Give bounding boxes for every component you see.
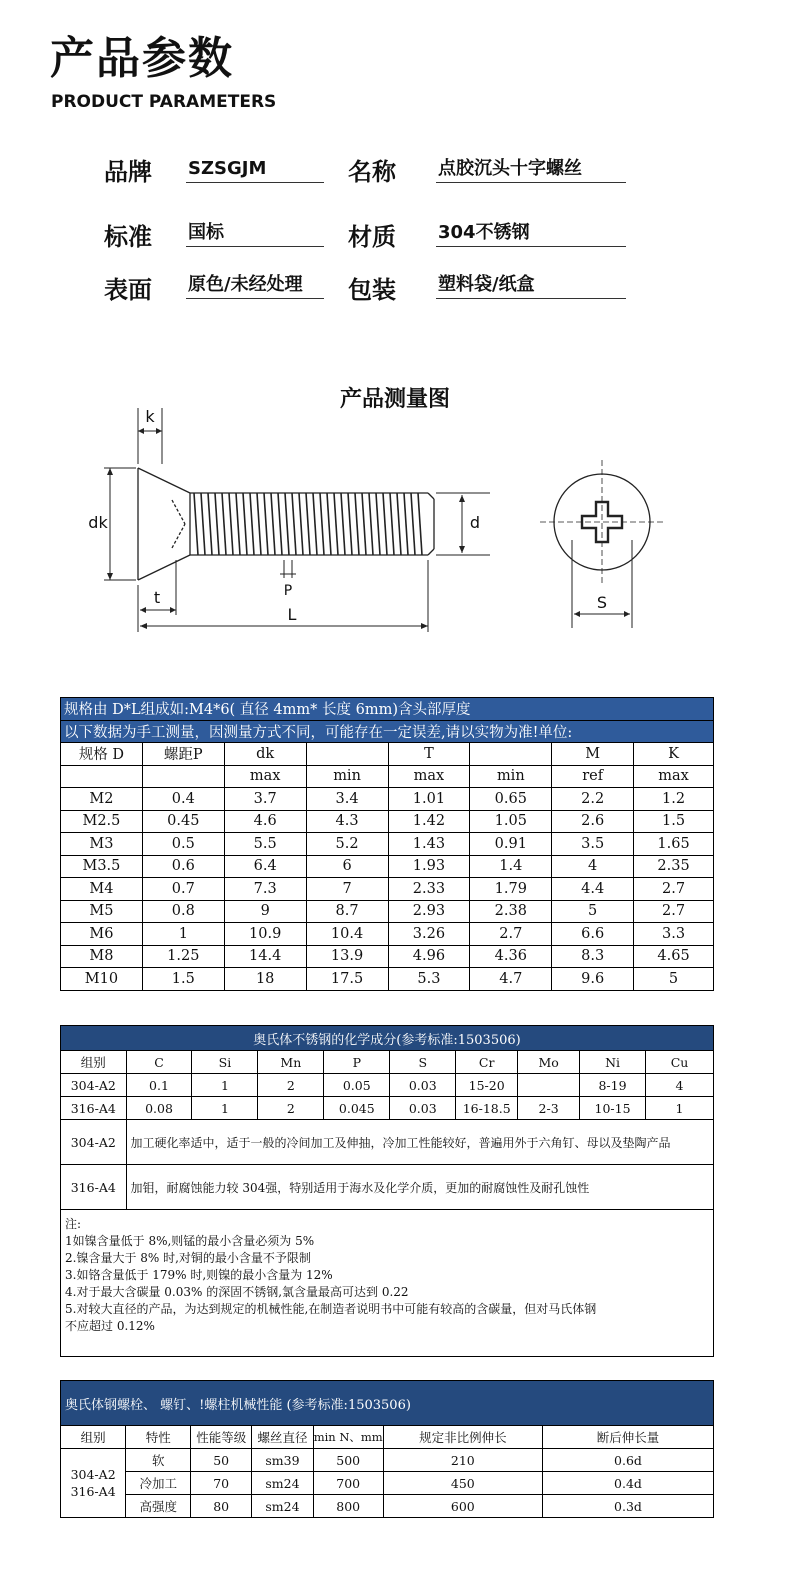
thread-line <box>243 493 247 555</box>
dim-label-dk: dk <box>88 513 108 532</box>
thread-line <box>390 493 394 555</box>
thread-line <box>397 493 401 555</box>
spec-note-2: 以下数据为手工测量，因测量方式不同，可能存在一定误差,请以实物为准!单位: <box>61 720 714 743</box>
mech-table-title: 奥氏体钢螺栓、 螺钉、!螺柱机械性能 (参考标准:1503506) <box>61 1381 714 1426</box>
header-cell: Si <box>192 1051 258 1074</box>
mech-table <box>60 1380 714 1518</box>
header-cell: Mo <box>518 1051 580 1074</box>
cell: 0.45 <box>142 810 224 833</box>
cell: 2.7 <box>634 878 714 901</box>
cell: 2 <box>258 1074 324 1097</box>
cell: M4 <box>61 878 143 901</box>
screw-head-shape <box>138 468 190 580</box>
cell: 0.8 <box>142 900 224 923</box>
header-cell: Mn <box>258 1051 324 1074</box>
header-cell: min <box>470 765 552 788</box>
cell: 3.26 <box>388 923 470 946</box>
thread-line <box>411 493 415 555</box>
cell: 0.5 <box>142 833 224 856</box>
header-cell <box>470 743 552 766</box>
header-cell: min <box>306 765 388 788</box>
cell: 1.25 <box>142 945 224 968</box>
cell: 4 <box>552 855 634 878</box>
cell: 800 <box>313 1495 383 1518</box>
cell: 4.6 <box>224 810 306 833</box>
cell: 18 <box>224 968 306 991</box>
spec-note-1: 规格由 D*L组成如:M4*6( 直径 4mm* 长度 6mm)含头部厚度 <box>61 698 714 721</box>
dim-label-l: L <box>287 605 297 624</box>
cell: 304-A2 <box>61 1074 127 1097</box>
chem-row <box>61 1074 714 1097</box>
param-value-surface: 原色/未经处理 <box>186 271 324 299</box>
thread-line <box>278 493 282 555</box>
cell: 4.4 <box>552 878 634 901</box>
dim-label-t: t <box>153 588 161 607</box>
cell: 高强度 <box>126 1495 191 1518</box>
cell: 7 <box>306 878 388 901</box>
dim-label-k: k <box>145 407 155 426</box>
header-cell <box>61 765 143 788</box>
cell: 10-15 <box>580 1097 646 1120</box>
param-label-name: 名称 <box>348 158 396 186</box>
cell: 1.5 <box>634 810 714 833</box>
param-value-name: 点胶沉头十字螺丝 <box>436 155 626 183</box>
spec-row <box>61 945 714 968</box>
chem-desc-row <box>61 1120 714 1165</box>
cell: sm24 <box>252 1472 313 1495</box>
cell: M2.5 <box>61 810 143 833</box>
cell: 0.7 <box>142 878 224 901</box>
thread-line <box>201 493 205 555</box>
cell: 10.4 <box>306 923 388 946</box>
param-value-standard: 国标 <box>186 219 324 247</box>
chem-notes <box>61 1210 714 1357</box>
cell: 1 <box>142 923 224 946</box>
dim-label-p: P <box>283 583 293 599</box>
thread-line <box>257 493 261 555</box>
screw-diagram <box>0 400 790 650</box>
cell: 1.05 <box>470 810 552 833</box>
desc-group: 316-A4 <box>61 1165 127 1210</box>
cell: 6.6 <box>552 923 634 946</box>
header-cell: K <box>634 743 714 766</box>
param-label-package: 包装 <box>348 276 396 304</box>
cell: 16-18.5 <box>456 1097 518 1120</box>
cell: 15-20 <box>456 1074 518 1097</box>
header-cell: P <box>324 1051 390 1074</box>
cell: 0.91 <box>470 833 552 856</box>
cell: 8.3 <box>552 945 634 968</box>
cell: 450 <box>383 1472 542 1495</box>
cell: 2.93 <box>388 900 470 923</box>
spec-header-row-1 <box>61 743 714 766</box>
cell: 6 <box>306 855 388 878</box>
thread-line <box>313 493 317 555</box>
cell: 13.9 <box>306 945 388 968</box>
param-label-material: 材质 <box>348 223 396 251</box>
header-cell: 组别 <box>61 1426 126 1449</box>
cell: 0.08 <box>126 1097 192 1120</box>
cell: M8 <box>61 945 143 968</box>
thread-line <box>236 493 240 555</box>
cell: M6 <box>61 923 143 946</box>
thread-line <box>334 493 338 555</box>
cell: 7.3 <box>224 878 306 901</box>
thread-line <box>369 493 373 555</box>
cell: 1.65 <box>634 833 714 856</box>
note-line: 1如镍含量低于 8%,则锰的最小含量必须为 5% <box>65 1234 315 1248</box>
cell: 1.93 <box>388 855 470 878</box>
cell: 0.4 <box>142 788 224 811</box>
cell: 600 <box>383 1495 542 1518</box>
cell: 5 <box>634 968 714 991</box>
cell: 冷加工 <box>126 1472 191 1495</box>
notes-title: 注: <box>65 1217 82 1231</box>
mech-header-row <box>61 1426 714 1449</box>
thread-line <box>404 493 408 555</box>
cell: 0.1 <box>126 1074 192 1097</box>
cell: 1 <box>192 1097 258 1120</box>
cell: 4.7 <box>470 968 552 991</box>
cell: 210 <box>383 1449 542 1472</box>
thread-line <box>341 493 345 555</box>
header-cell <box>306 743 388 766</box>
spec-row <box>61 878 714 901</box>
cell: 3.7 <box>224 788 306 811</box>
cell: 2.35 <box>634 855 714 878</box>
spec-header-row-2 <box>61 765 714 788</box>
cell: 0.65 <box>470 788 552 811</box>
cell: 0.6 <box>142 855 224 878</box>
spec-row <box>61 788 714 811</box>
header-cell: 螺距P <box>142 743 224 766</box>
cell: 5.3 <box>388 968 470 991</box>
spec-row <box>61 923 714 946</box>
cell: 500 <box>313 1449 383 1472</box>
cell: 1.01 <box>388 788 470 811</box>
param-value-brand: SZSGJM <box>186 155 324 183</box>
thread-line <box>292 493 296 555</box>
page-title: 产品参数 <box>50 33 234 84</box>
mech-row <box>61 1472 714 1495</box>
spec-row <box>61 810 714 833</box>
dim-label-s: S <box>596 593 608 612</box>
chem-notes-row <box>61 1210 714 1357</box>
dim-label-d: d <box>469 513 481 532</box>
header-cell: 组别 <box>61 1051 127 1074</box>
cell: 5 <box>552 900 634 923</box>
desc-text: 加工硬化率适中，适于一般的冷间加工及伸抽，冷加工性能较好，普遍用外于六角钉、母以及垫陶产品 <box>126 1120 713 1165</box>
mech-row <box>61 1495 714 1518</box>
header-cell: 性能等级 <box>191 1426 252 1449</box>
cell: 70 <box>191 1472 252 1495</box>
header-cell: 断后伸长量 <box>542 1426 713 1449</box>
chem-table-title: 奥氏体不锈钢的化学成分(参考标准:1503506) <box>61 1026 714 1051</box>
thread-line <box>362 493 366 555</box>
header-cell: max <box>224 765 306 788</box>
cell: M3.5 <box>61 855 143 878</box>
thread-line <box>222 493 226 555</box>
cell: 9 <box>224 900 306 923</box>
param-value-material: 304不锈钢 <box>436 219 626 247</box>
header-cell: C <box>126 1051 192 1074</box>
note-line: 2.镍含量大于 8% 时,对铜的最小含量不予限制 <box>65 1251 311 1265</box>
thread-line <box>383 493 387 555</box>
header-cell: Cr <box>456 1051 518 1074</box>
cell: 1 <box>192 1074 258 1097</box>
header-cell: ref <box>552 765 634 788</box>
mech-row <box>61 1449 714 1472</box>
note-line: 4.对于最大含碳量 0.03% 的深固不锈钢,氯含量最高可达到 0.22 <box>65 1285 409 1299</box>
cell: M2 <box>61 788 143 811</box>
header-cell: Cu <box>646 1051 714 1074</box>
cell: 1.2 <box>634 788 714 811</box>
param-label-surface: 表面 <box>104 276 152 304</box>
header-cell: M <box>552 743 634 766</box>
header-cell <box>142 765 224 788</box>
cell: 4 <box>646 1074 714 1097</box>
chem-desc-row <box>61 1165 714 1210</box>
thread-line <box>376 493 380 555</box>
thread-line <box>355 493 359 555</box>
cell: 8.7 <box>306 900 388 923</box>
spec-row <box>61 968 714 991</box>
page-subtitle: PRODUCT PARAMETERS <box>51 92 277 112</box>
header-cell: S <box>390 1051 456 1074</box>
spec-row <box>61 833 714 856</box>
thread-line <box>320 493 324 555</box>
mech-group: 304-A2 316-A4 <box>61 1449 126 1518</box>
cell: sm24 <box>252 1495 313 1518</box>
param-label-brand: 品牌 <box>104 158 152 186</box>
header-cell: max <box>388 765 470 788</box>
cell: 316-A4 <box>61 1097 127 1120</box>
cell: 10.9 <box>224 923 306 946</box>
cell: 2.33 <box>388 878 470 901</box>
cell: 2-3 <box>518 1097 580 1120</box>
header-cell: Ni <box>580 1051 646 1074</box>
cell: 80 <box>191 1495 252 1518</box>
cell: 14.4 <box>224 945 306 968</box>
thread-line <box>229 493 233 555</box>
header-cell: 特性 <box>126 1426 191 1449</box>
note-line: 5.对较大直径的产品，为达到规定的机械性能,在制造者说明书中可能有较高的含碳量，但对马氏体钢 <box>65 1302 597 1316</box>
spec-table <box>60 697 714 991</box>
cell: 0.3d <box>542 1495 713 1518</box>
thread-line <box>194 493 198 555</box>
thread-line <box>327 493 331 555</box>
cell: 1 <box>646 1097 714 1120</box>
chem-header-row <box>61 1051 714 1074</box>
cell: 1.4 <box>470 855 552 878</box>
thread-line <box>306 493 310 555</box>
cell <box>518 1074 580 1097</box>
cell: 2.2 <box>552 788 634 811</box>
cell: 0.05 <box>324 1074 390 1097</box>
thread-line <box>215 493 219 555</box>
cell: 2.7 <box>470 923 552 946</box>
cell: 3.4 <box>306 788 388 811</box>
cell: sm39 <box>252 1449 313 1472</box>
diagram-title: 产品测量图 <box>339 387 450 412</box>
cell: 5.2 <box>306 833 388 856</box>
chem-table <box>60 1025 714 1357</box>
desc-text: 加钼，耐腐蚀能力较 304强，特别适用于海水及化学介质，更加的耐腐蚀性及耐孔蚀性 <box>126 1165 713 1210</box>
screw-shank-shape <box>190 493 434 555</box>
cell: 0.6d <box>542 1449 713 1472</box>
cell: 1.5 <box>142 968 224 991</box>
desc-group: 304-A2 <box>61 1120 127 1165</box>
cell: M3 <box>61 833 143 856</box>
cell: 4.96 <box>388 945 470 968</box>
cell: 50 <box>191 1449 252 1472</box>
header-cell: T <box>388 743 470 766</box>
param-value-package: 塑料袋/纸盒 <box>436 271 626 299</box>
chem-row <box>61 1097 714 1120</box>
cell: 0.03 <box>390 1074 456 1097</box>
thread-line <box>285 493 289 555</box>
cell: 5.5 <box>224 833 306 856</box>
cell: M5 <box>61 900 143 923</box>
cell: 1.43 <box>388 833 470 856</box>
cell: 软 <box>126 1449 191 1472</box>
cell: 700 <box>313 1472 383 1495</box>
thread-line <box>348 493 352 555</box>
cell: 3.3 <box>634 923 714 946</box>
note-line: 不应超过 0.12% <box>65 1319 155 1333</box>
cell: 4.65 <box>634 945 714 968</box>
cell: M10 <box>61 968 143 991</box>
cell: 2.38 <box>470 900 552 923</box>
cell: 1.42 <box>388 810 470 833</box>
header-cell: min N、mm <box>313 1426 383 1449</box>
spec-row <box>61 855 714 878</box>
thread-line <box>264 493 268 555</box>
cell: 4.3 <box>306 810 388 833</box>
spec-row <box>61 900 714 923</box>
cell: 2 <box>258 1097 324 1120</box>
thread-line <box>418 493 422 555</box>
cell: 8-19 <box>580 1074 646 1097</box>
header-cell: 规定非比例伸长 <box>383 1426 542 1449</box>
header-cell: dk <box>224 743 306 766</box>
header-cell: 螺丝直径 <box>252 1426 313 1449</box>
cell: 6.4 <box>224 855 306 878</box>
thread-line <box>271 493 275 555</box>
thread-line <box>250 493 254 555</box>
cell: 2.6 <box>552 810 634 833</box>
note-line: 3.如铬含量低于 179% 时,则镍的最小含量为 12% <box>65 1268 333 1282</box>
param-label-standard: 标准 <box>104 223 152 251</box>
cell: 0.045 <box>324 1097 390 1120</box>
cell: 0.03 <box>390 1097 456 1120</box>
cell: 17.5 <box>306 968 388 991</box>
header-cell: 规格 D <box>61 743 143 766</box>
cell: 3.5 <box>552 833 634 856</box>
cell: 0.4d <box>542 1472 713 1495</box>
thread-line <box>299 493 303 555</box>
cell: 2.7 <box>634 900 714 923</box>
cell: 1.79 <box>470 878 552 901</box>
cell: 4.36 <box>470 945 552 968</box>
header-cell: max <box>634 765 714 788</box>
thread-line <box>208 493 212 555</box>
cell: 9.6 <box>552 968 634 991</box>
